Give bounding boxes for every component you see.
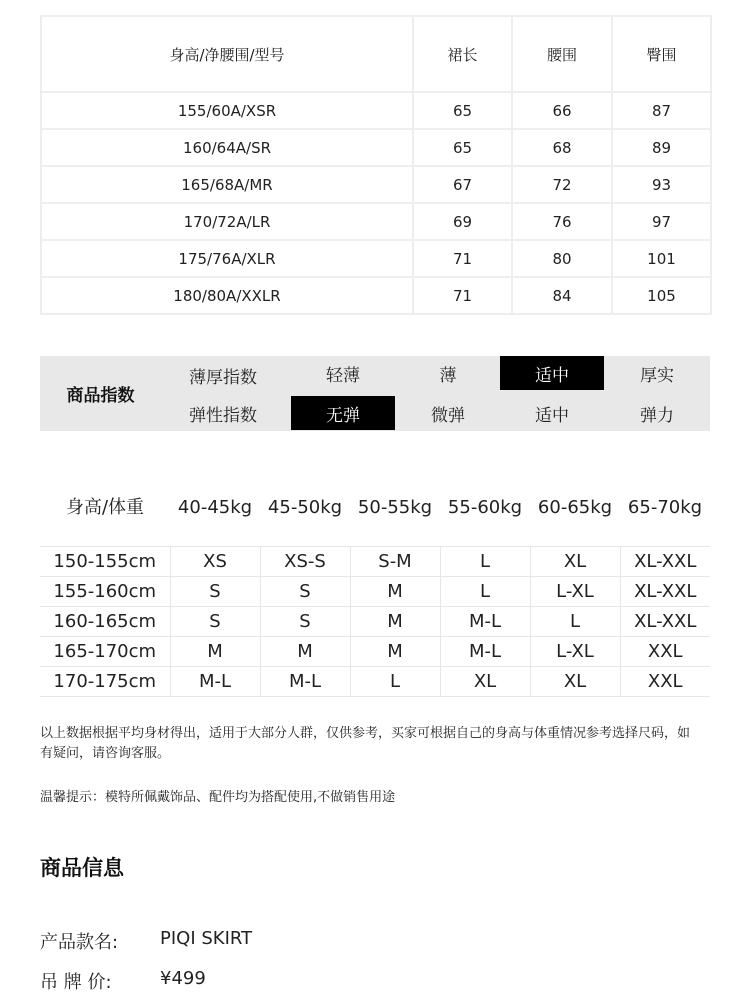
size-table bbox=[40, 15, 712, 315]
thickness-index-label: 薄厚指数 bbox=[189, 367, 257, 388]
table-cell: M-L bbox=[440, 607, 530, 637]
elasticity-option: 弹力 bbox=[640, 405, 674, 426]
table-cell: 65 bbox=[413, 129, 512, 166]
table-cell: XL-XXL bbox=[620, 547, 710, 577]
header-cell: 身高/体重 bbox=[65, 497, 145, 518]
table-cell: M bbox=[260, 637, 350, 667]
table-cell: 160/64A/SR bbox=[41, 129, 413, 166]
header-cell: 45-50kg bbox=[267, 497, 343, 518]
table-cell: XS bbox=[170, 547, 260, 577]
table-cell: M bbox=[170, 637, 260, 667]
table-row bbox=[41, 92, 711, 129]
table-cell: 66 bbox=[512, 92, 612, 129]
thickness-option-selected: 适中 bbox=[500, 356, 604, 390]
table-cell: L bbox=[530, 607, 620, 637]
table-cell: 165/68A/MR bbox=[41, 166, 413, 203]
table-cell: 69 bbox=[413, 203, 512, 240]
table-row bbox=[40, 667, 710, 697]
table-cell: L bbox=[440, 577, 530, 607]
table-cell: 155-160cm bbox=[40, 577, 170, 607]
header-cell: 55-60kg bbox=[447, 497, 523, 518]
table-cell: 87 bbox=[612, 92, 711, 129]
elasticity-option-selected: 无弹 bbox=[291, 396, 395, 430]
table-row bbox=[41, 129, 711, 166]
table-cell: 76 bbox=[512, 203, 612, 240]
table-cell: XL-XXL bbox=[620, 607, 710, 637]
table-cell: XL bbox=[440, 667, 530, 697]
product-model-value: PIQI SKIRT bbox=[160, 928, 253, 949]
product-info-title: 商品信息 bbox=[40, 856, 124, 880]
table-cell: XL bbox=[530, 547, 620, 577]
table-cell: S-M bbox=[350, 547, 440, 577]
table-cell: M bbox=[350, 637, 440, 667]
header-cell: 身高/净腰围/型号 bbox=[41, 16, 413, 92]
table-cell: XXL bbox=[620, 667, 710, 697]
table-cell: 180/80A/XXLR bbox=[41, 277, 413, 314]
table-cell: 89 bbox=[612, 129, 711, 166]
header-cell: 60-65kg bbox=[537, 497, 613, 518]
table-cell: 160-165cm bbox=[40, 607, 170, 637]
header-cell: 40-45kg bbox=[177, 497, 253, 518]
table-cell: XS-S bbox=[260, 547, 350, 577]
table-cell: L bbox=[350, 667, 440, 697]
table-cell: M bbox=[350, 577, 440, 607]
tag-price-label: 吊 牌 价: bbox=[40, 972, 112, 993]
table-cell: S bbox=[260, 577, 350, 607]
table-cell: L bbox=[440, 547, 530, 577]
table-cell: 71 bbox=[413, 277, 512, 314]
table-row bbox=[41, 240, 711, 277]
table-cell: XL bbox=[530, 667, 620, 697]
table-cell: XXL bbox=[620, 637, 710, 667]
table-cell: 72 bbox=[512, 166, 612, 203]
table-row bbox=[40, 547, 710, 577]
tag-price-value: ¥499 bbox=[160, 968, 206, 989]
accessory-tip-text: 温馨提示：模特所佩戴饰品、配件均为搭配使用,不做销售用途 bbox=[40, 790, 396, 805]
thickness-option: 厚实 bbox=[640, 365, 674, 386]
table-cell: M-L bbox=[440, 637, 530, 667]
table-cell: 170-175cm bbox=[40, 667, 170, 697]
thickness-option: 薄 bbox=[439, 365, 457, 386]
table-row bbox=[41, 203, 711, 240]
elasticity-option: 微弹 bbox=[431, 405, 465, 426]
table-row bbox=[40, 637, 710, 667]
table-cell: 170/72A/LR bbox=[41, 203, 413, 240]
size-disclaimer-text: 以上数据根据平均身材得出，适用于大部分人群，仅供参考，买家可根据自己的身高与体重情况参考选择尺码，如有疑问，请咨询客服。 bbox=[40, 726, 691, 761]
table-cell: M-L bbox=[170, 667, 260, 697]
table-row bbox=[40, 577, 710, 607]
product-index-title: 商品指数 bbox=[66, 386, 135, 406]
table-cell: 65 bbox=[413, 92, 512, 129]
table-row bbox=[41, 277, 711, 314]
size-table-header bbox=[41, 16, 711, 92]
table-cell: 175/76A/XLR bbox=[41, 240, 413, 277]
table-cell: S bbox=[170, 607, 260, 637]
elasticity-index-label: 弹性指数 bbox=[189, 405, 257, 426]
table-cell: 80 bbox=[512, 240, 612, 277]
table-cell: 150-155cm bbox=[40, 547, 170, 577]
table-cell: M-L bbox=[260, 667, 350, 697]
table-cell: L-XL bbox=[530, 637, 620, 667]
elasticity-option: 适中 bbox=[535, 405, 569, 426]
table-row bbox=[41, 166, 711, 203]
table-cell: 101 bbox=[612, 240, 711, 277]
table-cell: 68 bbox=[512, 129, 612, 166]
table-cell: 155/60A/XSR bbox=[41, 92, 413, 129]
table-cell: S bbox=[170, 577, 260, 607]
table-cell: 165-170cm bbox=[40, 637, 170, 667]
weight-table-header bbox=[40, 490, 710, 526]
table-cell: 67 bbox=[413, 166, 512, 203]
table-cell: M bbox=[350, 607, 440, 637]
header-cell: 65-70kg bbox=[627, 497, 703, 518]
table-cell: 97 bbox=[612, 203, 711, 240]
product-index-panel bbox=[40, 356, 710, 431]
header-cell: 裙长 bbox=[413, 16, 512, 92]
table-cell: XL-XXL bbox=[620, 577, 710, 607]
product-model-label: 产品款名: bbox=[40, 932, 119, 953]
header-cell: 腰围 bbox=[512, 16, 612, 92]
header-cell: 臀围 bbox=[612, 16, 711, 92]
table-cell: 93 bbox=[612, 166, 711, 203]
table-cell: 105 bbox=[612, 277, 711, 314]
weight-size-table bbox=[40, 546, 710, 697]
table-cell: 71 bbox=[413, 240, 512, 277]
thickness-option: 轻薄 bbox=[326, 365, 360, 386]
table-cell: S bbox=[260, 607, 350, 637]
table-cell: 84 bbox=[512, 277, 612, 314]
table-cell: L-XL bbox=[530, 577, 620, 607]
header-cell: 50-55kg bbox=[357, 497, 433, 518]
table-row bbox=[40, 607, 710, 637]
